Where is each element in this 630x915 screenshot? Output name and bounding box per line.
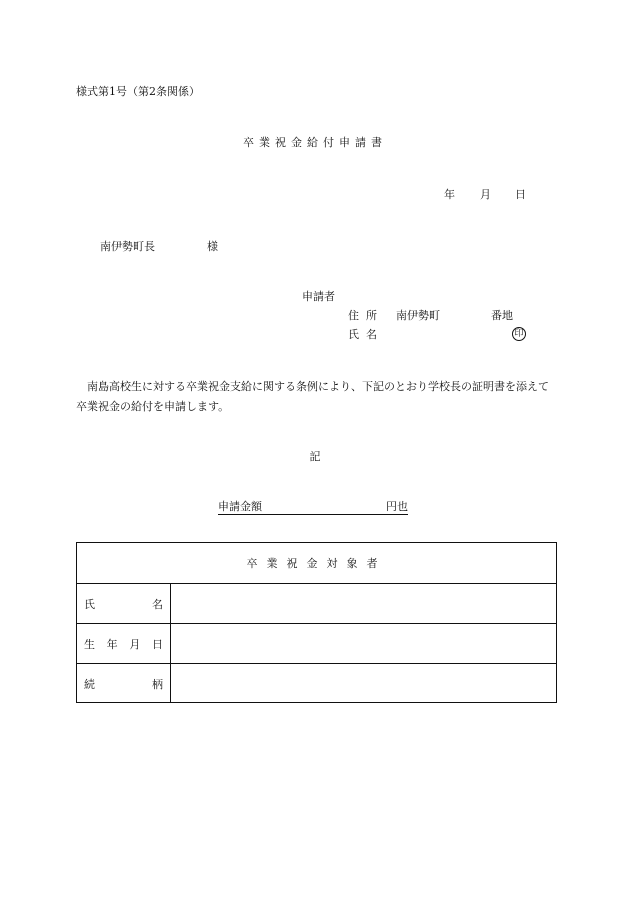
label-char: 日 [151,638,163,651]
label-char: 生 [84,638,95,651]
table-row-birthdate [77,623,556,664]
label-char: 月 [129,638,141,651]
amount-line[interactable] [218,501,408,515]
label-char: 柄 [152,677,163,691]
table-row-name [77,583,556,624]
birthdate-value-field[interactable] [172,624,556,664]
amount-unit: 円也 [386,500,408,513]
name-value-field[interactable] [172,584,556,624]
date-day-label: 日 [515,188,526,201]
row-label-name [77,584,171,624]
addressee-honorific: 様 [207,240,218,253]
label-char: 続 [84,677,95,691]
ki-heading: 記 [309,450,321,463]
date-year-label: 年 [444,188,455,201]
label-char: 年 [106,638,118,651]
date-month-label: 月 [480,188,491,201]
document-title: 卒業祝金給付申請書 [243,136,387,149]
table-header: 卒業祝金対象者 [246,557,387,570]
table-row-relationship [77,663,556,703]
label-char: 氏 [84,598,95,611]
body-paragraph: 南島高校生に対する卒業祝金支給に関する条例により、下記のとおり学校長の証明書を添えて卒業祝金の給付を申請します。 [76,380,549,413]
amount-label: 申請金額 [218,500,262,513]
seal-icon: 印 [512,327,526,341]
addressee-name: 南伊勢町長 [100,240,155,253]
label-char: 名 [152,598,163,611]
form-number: 様式第1号（第2条関係） [76,85,200,98]
address-suffix: 番地 [491,309,513,322]
row-label-birthdate [77,624,171,664]
address-label: 住所 [348,309,384,322]
recipient-table [76,542,557,703]
name-label: 氏名 [348,328,384,341]
address-town: 南伊勢町 [396,309,440,322]
row-label-relationship [77,664,171,703]
relationship-value-field[interactable] [172,664,556,703]
applicant-label: 申請者 [302,290,335,303]
